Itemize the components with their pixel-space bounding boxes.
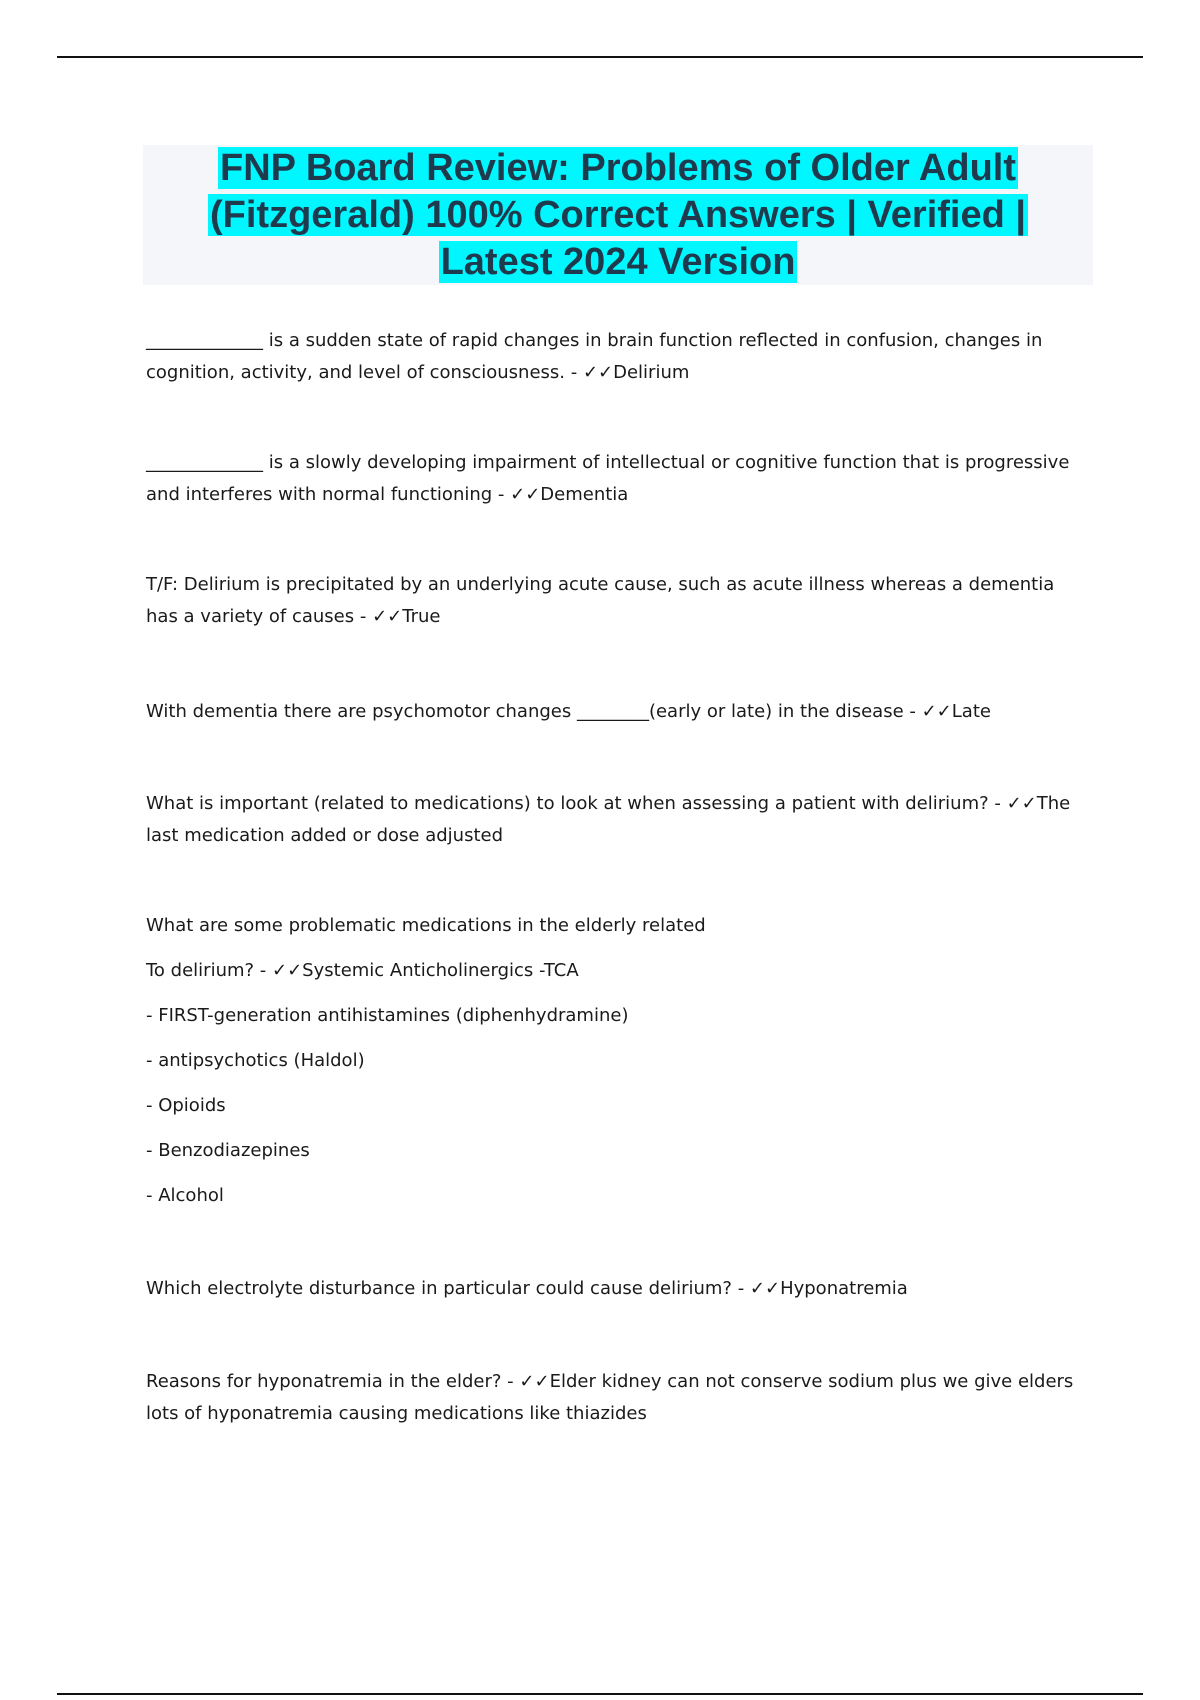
qa-item [146,696,1086,728]
qa-item [146,447,1086,511]
list-item: - Opioids [146,1095,226,1116]
list-item: - Alcohol [146,1185,224,1206]
question-text: With dementia there are psychomotor changes ________(early or late) in the disease - [146,701,922,722]
question-text: What are some problematic medications in the elderly related [146,915,706,936]
question-text: Which electrolyte disturbance in particular could cause delirium? - [146,1278,750,1299]
title-line-2: (Fitzgerald) 100% Correct Answers | Verified | [210,194,1026,236]
list-item: - antipsychotics (Haldol) [146,1050,365,1071]
qa-item [146,325,1086,389]
question-text: _____________ is a slowly developing impairment of intellectual or cognitive function that is progressive and interferes with normal functioning - [146,452,1070,505]
answer-text: ✓✓Elder kidney can not conserve sodium plus we give elders lots of hyponatremia causing medications like thiazides [146,1371,1074,1424]
list-item: - Benzodiazepines [146,1140,310,1161]
title-line-1: FNP Board Review: Problems of Older Adult [219,147,1016,189]
question-text: What is important (related to medications) to look at when assessing a patient with delirium? - [146,793,1007,814]
question-text: T/F: Delirium is precipitated by an underlying acute cause, such as acute illness whereas a dementia has a variety of causes - [146,574,1055,627]
question-text: To delirium? - [146,960,273,981]
question-text: Reasons for hyponatremia in the elder? - [146,1371,520,1392]
list-item: - FIRST-generation antihistamines (diphenhydramine) [146,1005,629,1026]
answer-text: ✓✓Dementia [510,484,629,505]
title-box [143,145,1093,285]
answer-text: ✓✓The last medication added or dose adjusted [146,793,1071,846]
answer-text: ✓✓True [372,606,441,627]
qa-item [146,1366,1086,1430]
question-continuation [146,955,1086,987]
document-body [146,325,1086,1430]
qa-item [146,788,1086,852]
question-text: _____________ is a sudden state of rapid changes in brain function reflected in confusion, changes in cognition, activity, and level of consciousness. - [146,330,1043,383]
qa-item [146,569,1086,633]
medications-qa [146,910,1086,1212]
title-line-3: Latest 2024 Version [440,241,796,283]
answer-text: ✓✓Systemic Anticholinergics -TCA [272,960,579,981]
page-title [143,145,1093,286]
answer-text: ✓✓Delirium [582,362,690,383]
answer-text: ✓✓Late [921,701,991,722]
top-rule [57,56,1143,58]
answer-text: ✓✓Hyponatremia [749,1278,908,1299]
bottom-rule [57,1693,1143,1695]
qa-item [146,1273,1086,1305]
